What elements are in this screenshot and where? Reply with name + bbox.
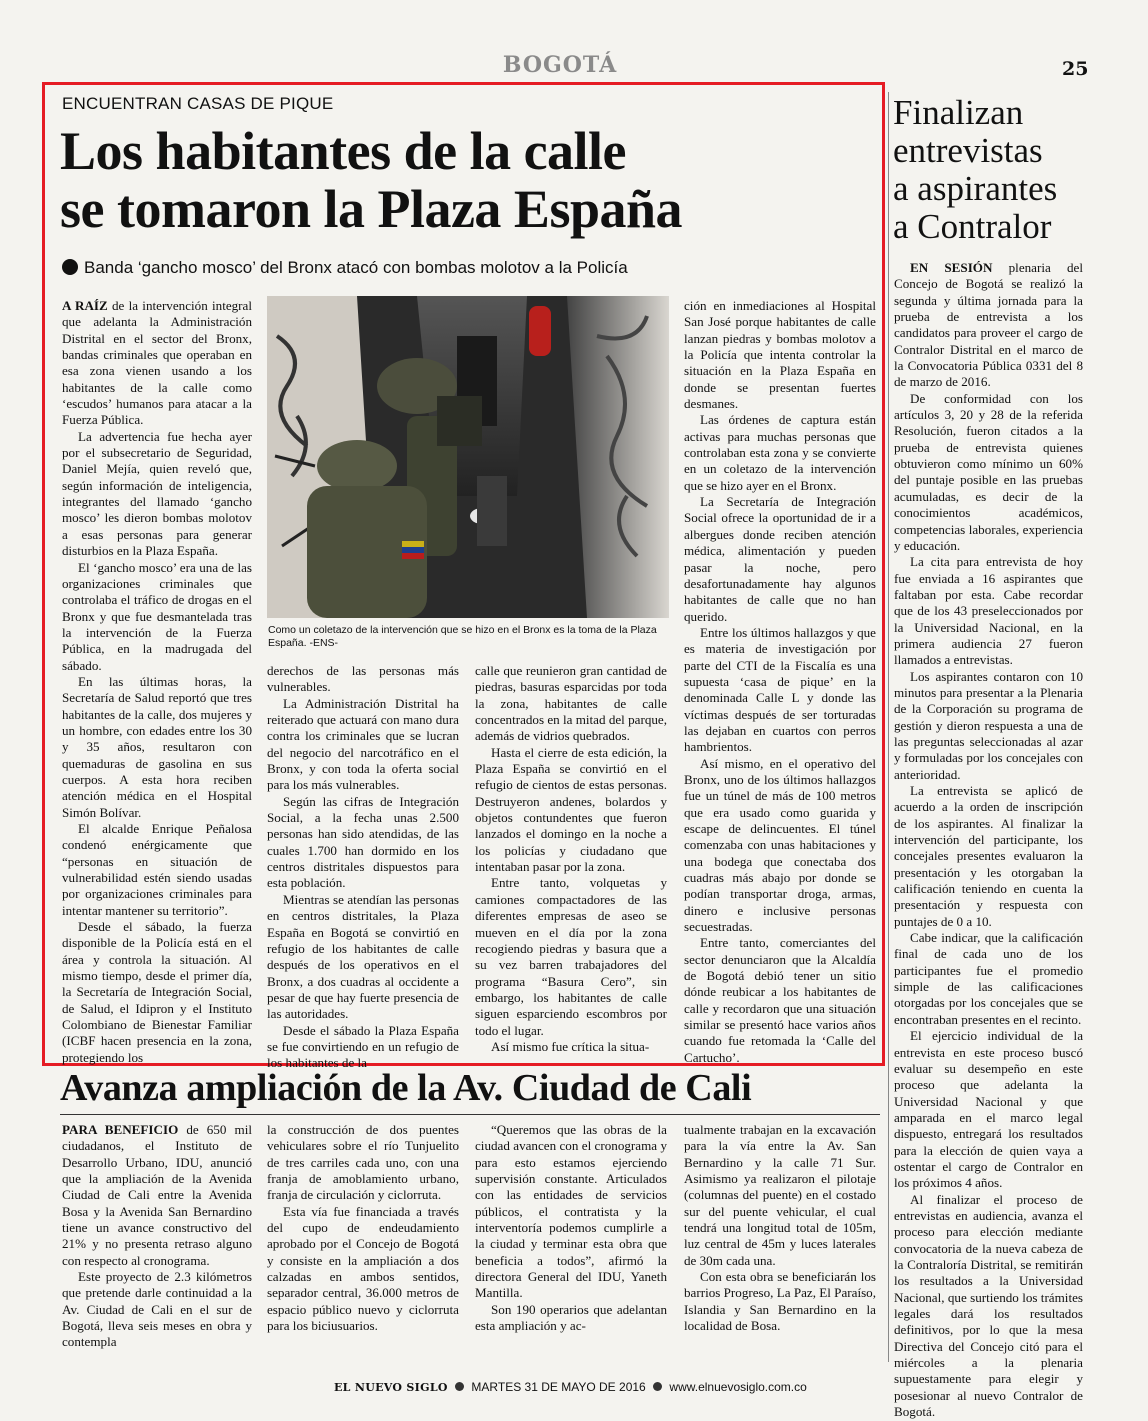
footer-url[interactable]: www.elnuevosiglo.com.co: [669, 1380, 807, 1394]
paragraph: derechos de las personas más vulnerables.: [267, 663, 459, 695]
paragraph: Así mismo, en el operativo del Bronx, uno de los últimos hallazgos fue un túnel de más de 100 metros que era usado como guarida y escape de delincuentes. El túnel comenzaba con unas habitaciones y una bodega que conectaba dos cuadras más abajo por donde se podían transportar droga, armas, dinero e inclusive personas secuestradas.: [684, 755, 876, 935]
paragraph: Este proyecto de 2.3 kilómetros que pretende darle continuidad a la Av. Ciudad de Cali en el sur de Bogotá, lleva seis meses en obra y contempla: [62, 1269, 252, 1350]
paragraph: Esta vía fue financiada a través del cupo de endeudamiento aprobado por el Concejo de Bogotá y consiste en la ampliación a dos calzadas en ambos sentidos, separador central, 36.000 metros de espacio público nuevo y ciclorruta para los biciusuarios.: [267, 1203, 459, 1334]
headline-rule: [60, 1114, 880, 1115]
headline-line-1: Los habitantes de la calle: [60, 121, 627, 181]
paragraph: Así mismo fue crítica la situa-: [491, 1038, 650, 1054]
article-deck: [62, 258, 862, 278]
paragraph: “Queremos que las obras de la ciudad avancen con el cronograma y para esto estamos ejerciendo supervisión constante. Articulados con las entidades de servicios públicos, el contratista y la interventoría podemos cumplirle a la ciudad y terminar esta obra que beneficia a todos”, afirmó la directora General del IDU, Yaneth Mantilla.: [475, 1122, 667, 1301]
paragraph: Desde el sábado, la fuerza disponible de la Policía está en el área y controla la situación. Al mismo tiempo, desde el primer día, la Secretaría de Integración Social, de Salud, el Idipron y el Instituto Colombiano de Bienestar Familiar (ICBF hacen presencia en la zona, protegiendo los: [62, 919, 252, 1065]
paragraph-text: plenaria del Concejo de Bogotá se realizó la segunda y última jornada para la prueba de entrevista a los candidatos para proveer el cargo de Contralor Distrital en el marco de la Convocatoria Pública 0331 del 8 de marzo de 2016.: [894, 260, 1083, 390]
footer-date: MARTES 31 DE MAYO DE 2016: [471, 1380, 646, 1394]
side-article-title: [893, 94, 1143, 246]
paragraph: Hasta el cierre de esta edición, la Plaza España se convirtió en el refugio de cientos de estas personas. Destruyeron andenes, bolardos y objetos contundentes que fueron lanzados el domingo en la noche a los policías y ciudadano que intentaban pasar por la zona.: [475, 744, 667, 875]
paragraph: tualmente trabajan en la excavación para la vía entre la Av. San Bernardino y la calle 71 Sur. Asimismo ya realizaron el pilotaje (columnas del puente) en el costado sur del puente vehicular, el cual tendrá una longitud total de 105m, luz central de 45m y luces laterales de 30m cada una.: [684, 1122, 876, 1268]
page-footer: [334, 1380, 807, 1394]
lead-in: PARA BENEFICIO: [62, 1122, 179, 1137]
paragraph: El ejercicio individual de la entrevista en este proceso buscó evaluar su desempeño en este proceso que adelanta la Universidad Nacional y que amparada en el marco legal dispuesto, entregará los resultados para la elección de quien vaya a ostentar el cargo de Contralor en los próximos 4 años.: [894, 1028, 1083, 1191]
paragraph: La Administración Distrital ha reiterado que actuará con mano dura contra los criminales que se lucran del negocio del narcotráfico en el Bronx, y con toda la oferta social para los más vulnerables.: [267, 695, 459, 793]
section-label: BOGOTÁ: [502, 52, 618, 78]
title-line: entrevistas: [893, 131, 1043, 170]
paragraph: En las últimas horas, la Secretaría de Salud reportó que tres habitantes de la calle, dos mujeres y un hombre, con edades entre los 30 y 35 años, resultaron con quemaduras de gasolina en sus cuerpos. A esta hora reciben atención médica en el Hospital Simón Bolívar.: [62, 673, 252, 820]
paragraph: ción en inmediaciones al Hospital San José porque habitantes de calle lanzan piedras y bombas molotov a la Policía que intenta controlar la situación en la Plaza España en donde se presentan fuertes desmanes.: [684, 298, 876, 412]
bottom-col-2: [267, 1122, 459, 1334]
bottom-col-1: [62, 1122, 252, 1351]
deck-text: Banda ‘gancho mosco’ del Bronx atacó con bombas molotov a la Policía: [84, 258, 628, 277]
paragraph: Mientras se atendían las personas en centros distritales, la Plaza España en Bogotá se convirtió en refugio de los habitantes de calle después de los operativos en el Bronx, a dos cuadras al occidente a pesar de que hay fuerte presencia de las autoridades.: [267, 891, 459, 1022]
paragraph: La Secretaría de Integración Social ofrece la oportunidad de ir a albergues donde reciben atención médica, alimentación y pueden pasar la noche, pero desafortunadamente hay algunos habitantes de calle que no han querido.: [684, 494, 876, 624]
bullet-dot-icon: [62, 259, 78, 275]
bottom-col-4: [684, 1122, 876, 1334]
paragraph: Entre tanto, volquetas y camiones compactadores de las diferentes empresas de aseo se mueven en el día por la zona recogiendo piedras y basura que a su vez barren trabajadores del programa “Basura Cero”, sin embargo, los habitantes de calle siguen esparciendo escombros por todo el lugar.: [475, 875, 667, 1038]
column-rule: [888, 92, 889, 1362]
paragraph: La entrevista se aplicó de acuerdo a la orden de inscripción de los aspirantes. Al finalizar la intervención del participante, los concejales presentes evaluaron la presentación y les otorgaban la calificación teniendo en cuenta la presentación y respuesta con puntajes de 0 a 10.: [894, 783, 1083, 929]
main-col-2: [267, 663, 459, 1072]
photo-caption: Como un coletazo de la intervención que se hizo en el Bronx es la toma de la Plaza España. -ENS-: [268, 624, 657, 649]
paragraph: [62, 1122, 252, 1269]
paragraph-text: de la intervención integral que adelanta la Administración Distrital en el sector del Bronx, bandas criminales que operaban en esa zona vienen usando a los habitantes de la calle como ‘escudos’ humanos para atacar a la Fuerza Pública.: [62, 298, 252, 428]
paragraph: la construcción de dos puentes vehiculares sobre el río Tunjuelito de tres carriles cada uno, con una franja de amoblamiento urbano, franja de circulación y ciclorruta.: [267, 1122, 459, 1203]
lead-in: EN SESIÓN: [910, 260, 993, 275]
main-col-4: [684, 298, 876, 1066]
footer-brand: EL NUEVO SIGLO: [334, 1381, 448, 1394]
paragraph: Son 190 operarios que adelantan esta ampliación y ac-: [475, 1301, 667, 1334]
article-headline: [60, 122, 870, 238]
side-article-body: [894, 260, 1083, 1420]
title-line: Finalizan: [893, 93, 1024, 132]
paragraph: [894, 260, 1083, 391]
paragraph: Entre tanto, comerciantes del sector denunciaron que la Alcaldía de Bogotá debió tener un sitio dónde reubicar a los habitantes de calle y recordaron que una situación similar se presentó hace varios años cuando fue retomada la ‘Calle del Cartucho’.: [684, 935, 876, 1065]
paragraph-text: de 650 mil ciudadanos, el Instituto de Desarrollo Urbano, IDU, anunció que la ampliación de la Avenida Ciudad de Cali entre la Avenida Bosa y la Avenida San Bernardino tiene un avance constructivo del 21% y no presenta retraso alguno con respecto al cronograma.: [62, 1122, 253, 1268]
paragraph: Al finalizar el proceso de entrevistas en audiencia, avanza el proceso para elección mediante convocatoria de la nueva cabeza de la Contraloría Distrital, se remitirán los resultados a la Universidad Nacional, que surtiendo los trámites legales dará los resultados definitivos, por lo que la mesa Directiva del Concejo citó para el miércoles a la plenaria supuestamente para elegir y posesionar al nuevo Contralor de Bogotá.: [894, 1191, 1083, 1420]
headline-line-2: se tomaron la Plaza España: [60, 179, 683, 239]
paragraph: Los aspirantes contaron con 10 minutos para presentar a la Plenaria de la Corporación su programa de gestión y dieron respuesta a una de las preguntas seleccionadas al azar y formuladas por los concejales con anterioridad.: [894, 668, 1083, 782]
paragraph: calle que reunieron gran cantidad de piedras, basuras esparcidas por toda la zona, habitantes de calle concentrados en la mitad del parque, además de vidrios quebrados.: [475, 663, 667, 744]
paragraph: Entre los últimos hallazgos y que es materia de investigación por parte del CTI de la Fiscalía es una supuesta ‘casa de pique’ en la denominada Calle L y donde las víctimas después de ser torturadas las dejaban en cuartos con perros hambrientos.: [684, 624, 876, 755]
paragraph: De conformidad con los artículos 3, 20 y 28 de la referida Resolución, fueron citados a la prueba de entrevista quienes obtuvieron como mínimo un 60% del puntaje posible en las pruebas acumuladas, es decir de la conocimientos académicos, competencias laborales, experiencia y educación.: [894, 390, 1083, 553]
footer-dot-icon: [455, 1382, 464, 1391]
bottom-col-3: [475, 1122, 667, 1334]
main-col-3: [475, 663, 667, 1055]
title-line: a Contralor: [893, 207, 1052, 246]
paragraph: Las órdenes de captura están activas para muchas personas que controlaban esta zona y se convierte en un coletazo de la intervención que se hizo ayer en el Bronx.: [684, 412, 876, 493]
paragraph: El alcalde Enrique Peñalosa condenó enérgicamente que “personas en situación de vulnerabilidad estén siendo usadas por organizaciones criminales para intentar mantener su territorio”.: [62, 821, 252, 918]
paragraph: Con esta obra se beneficiarán los barrios Progreso, La Paz, El Paraíso, Islandia y San Bernardino en la localidad de Bosa.: [684, 1269, 876, 1334]
paragraph: Desde el sábado la Plaza España se fue convirtiendo en un refugio de los habitantes de la: [267, 1022, 459, 1071]
paragraph: Cabe indicar, que la calificación final de cada uno de los participantes fue el promedio simple de las calificaciones otorgadas por los concejales que se encontraban presentes en el recinto.: [894, 930, 1083, 1027]
article-photo: [267, 296, 669, 618]
page-number: 25: [1062, 58, 1089, 80]
police-corridor-photo: [267, 296, 669, 618]
article-kicker: ENCUENTRAN CASAS DE PIQUE: [62, 94, 334, 113]
paragraph: [62, 298, 252, 429]
main-col-1: [62, 298, 252, 1066]
lead-in: A RAÍZ: [62, 298, 108, 313]
paragraph: La cita para entrevista de hoy fue enviada a 16 aspirantes que faltaban por esta. Cabe recordar que de los 43 preseleccionados por la Universidad Nacional, en la primera audiencia 27 fueron llamados a entrevistas.: [894, 554, 1083, 668]
title-line: a aspirantes: [893, 169, 1058, 208]
bottom-article-headline: Avanza ampliación de la Av. Ciudad de Cali: [60, 1067, 752, 1109]
paragraph: El ‘gancho mosco’ era una de las organizaciones criminales que controlaba el tráfico de drogas en el Bronx y que fue desmantelada tras la intervención de la Fuerza Pública, en la madrugada del sábado.: [62, 559, 252, 673]
paragraph: Según las cifras de Integración Social, a la fecha unas 2.500 personas han sido atendidas, de las cuales 1.700 han dormido en los centros distritales dispuestos para esta población.: [267, 793, 459, 891]
paragraph: La advertencia fue hecha ayer por el subsecretario de Seguridad, Daniel Mejía, quien reveló que, según información de inteligencia, integrantes del llamado ‘gancho mosco’ les dieron bombas molotov a esas personas para generar disturbios en la Plaza España.: [62, 428, 252, 559]
footer-dot-icon: [653, 1382, 662, 1391]
